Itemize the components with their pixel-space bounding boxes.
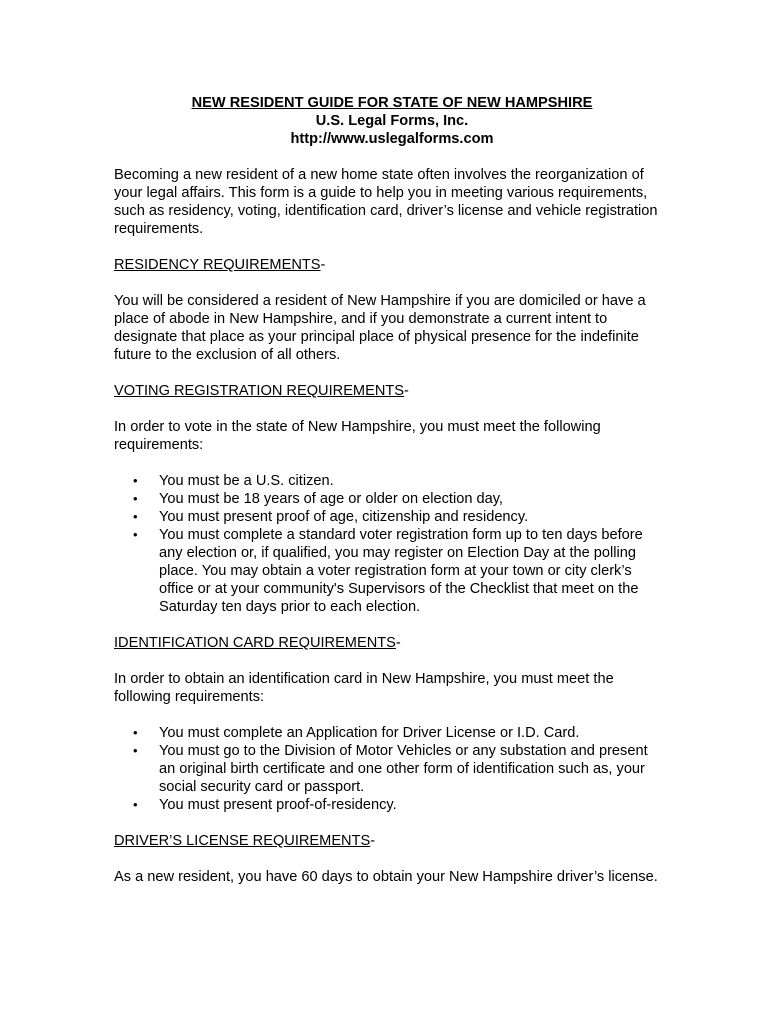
residency-heading [114, 256, 662, 274]
company-url: http://www.uslegalforms.com [290, 131, 494, 147]
voting-bullet-list [114, 472, 662, 616]
voting-body: In order to vote in the state of New Hampshire, you must meet the following requirements: [114, 419, 601, 453]
voting-heading [114, 382, 662, 400]
list-item [114, 508, 662, 526]
residency-heading-suffix: - [320, 257, 326, 273]
drivers-license-body: As a new resident, you have 60 days to obtain your New Hampshire driver’s license. [114, 869, 658, 885]
list-item [114, 526, 662, 616]
list-item-text: You must be a U.S. citizen. [159, 473, 334, 489]
list-item-text: You must be 18 years of age or older on election day, [159, 491, 503, 507]
company-name: U.S. Legal Forms, Inc. [315, 113, 469, 129]
voting-heading-suffix: - [404, 383, 409, 399]
bullet-icon: • [133, 527, 138, 542]
id-card-heading-text: IDENTIFICATION CARD REQUIREMENTS [114, 635, 396, 651]
bullet-icon: • [133, 797, 138, 812]
list-item [114, 724, 662, 742]
document-header [122, 94, 662, 148]
id-card-heading [114, 634, 662, 652]
voting-heading-text: VOTING REGISTRATION REQUIREMENTS [114, 383, 405, 399]
id-card-heading-suffix: - [395, 635, 401, 651]
intro-paragraph: Becoming a new resident of a new home state often involves the reorganization of your legal affairs. This form is a guide to help you in meeting various requirements, such as residency, voting, identification card, driver’s license and vehicle registration requirements. [114, 167, 658, 237]
drivers-license-heading-suffix: - [370, 833, 376, 849]
bullet-icon: • [133, 743, 138, 758]
list-item [114, 472, 662, 490]
residency-heading-text: RESIDENCY REQUIREMENTS [114, 257, 321, 273]
bullet-icon: • [133, 473, 138, 488]
drivers-license-heading-text: DRIVER’S LICENSE REQUIREMENTS [114, 833, 371, 849]
document-page [114, 94, 662, 886]
list-item-text: You must go to the Division of Motor Vehicles or any substation and present an original birth certificate and one other form of identification such as, your social security card or passport. [159, 743, 648, 795]
list-item-text: You must present proof-of-residency. [159, 797, 397, 813]
list-item-text: You must complete an Application for Driver License or I.D. Card. [159, 725, 580, 741]
bullet-icon: • [133, 491, 138, 506]
list-item [114, 742, 662, 796]
list-item-text: You must present proof of age, citizenship and residency. [159, 509, 529, 525]
list-item [114, 490, 662, 508]
id-card-body: In order to obtain an identification card in New Hampshire, you must meet the following requirements: [114, 671, 614, 705]
list-item-text: You must complete a standard voter registration form up to ten days before any election or, if qualified, you may register on Election Day at the polling place. You may obtain a voter registration form at your town or city clerk’s office or at your community's Supervisors of the Checklist that meet on the Saturday ten days prior to each election. [159, 527, 643, 615]
bullet-icon: • [133, 509, 138, 524]
id-card-bullet-list [114, 724, 662, 814]
bullet-icon: • [133, 725, 138, 740]
document-title: NEW RESIDENT GUIDE FOR STATE OF NEW HAMPSHIRE [191, 95, 593, 111]
residency-body: You will be considered a resident of New Hampshire if you are domiciled or have a place of abode in New Hampshire, and if you demonstrate a current intent to designate that place as your principal place of physical presence for the indefinite future to the exclusion of all others. [114, 293, 646, 363]
drivers-license-heading [114, 832, 662, 850]
list-item [114, 796, 662, 814]
